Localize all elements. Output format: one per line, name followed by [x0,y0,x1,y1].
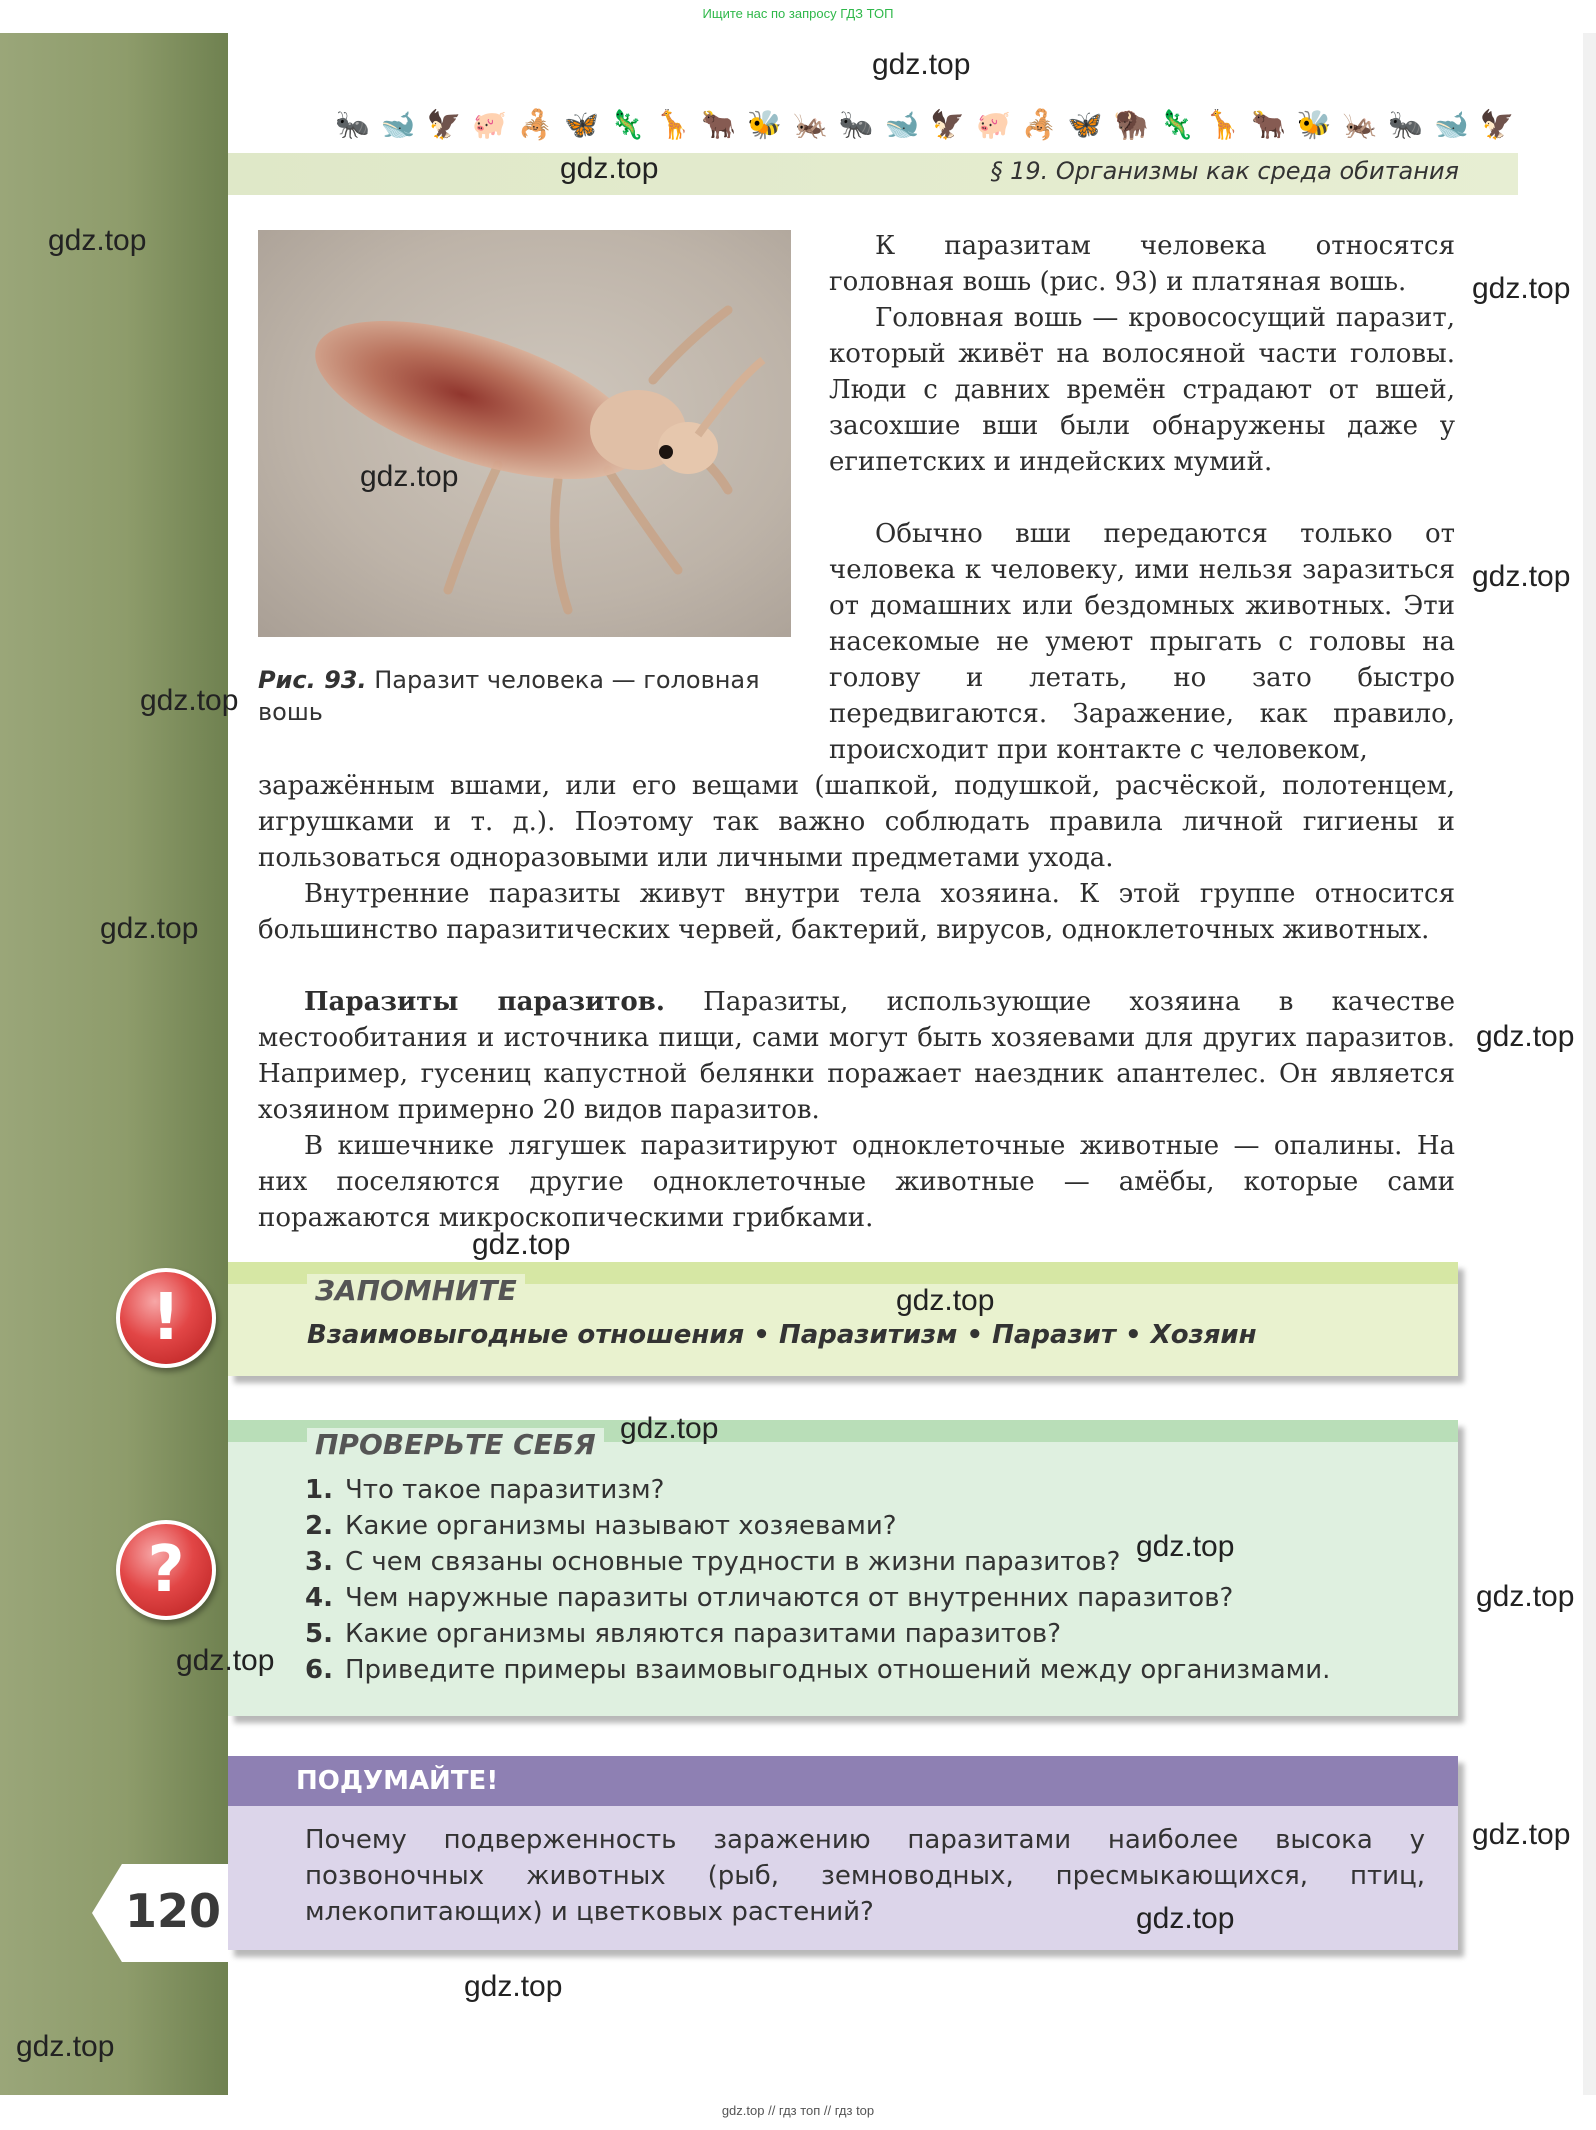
question-list [305,1472,1330,1688]
paragraph-text: Паразиты, использующие хозяина в качестве местообитания и источника пищи, сами могут быть хозяевами для других паразитов. Например, гусениц капустной белянки поражает наездник апантелес. Он является хозяином примерно 20 видов паразитов. [258,987,1455,1125]
question-number: 4. [305,1583,333,1613]
question-number: 1. [305,1475,333,1505]
bottom-note: gdz.top // гдз топ // гдз top [721,2103,875,2118]
figure-caption [258,664,798,728]
question-text: Приведите примеры взаимовыгодных отношений между организмами. [345,1655,1331,1685]
watermark: gdz.top [100,912,199,945]
watermark: gdz.top [16,2030,115,2063]
animal-icon: 🐂 [1250,107,1286,141]
paragraph: Головная вошь — кровососущий паразит, который живёт на волосяной части головы. Люди с давних времён страдают от вшей, засохшие вши были обнаружены даже у египетских и индейских мумий. [829,303,1455,477]
question-item [305,1472,1330,1508]
question-number: 5. [305,1619,333,1649]
animal-icon: 🐖 [976,107,1012,141]
animal-icon: 🐖 [472,107,508,141]
animal-icon: 🦅 [930,107,966,141]
watermark: gdz.top [1136,1530,1235,1563]
watermark: gdz.top [360,460,459,493]
watermark: gdz.top [1476,1020,1575,1053]
think-question: Почему подверженность заражению паразитами наиболее высока у позвоночных животных (рыб, земноводных, пресмыкающихся, птиц, млекопитающих) и цветковых растений? [305,1825,1425,1927]
question-text: Чем наружные паразиты отличаются от внутренних паразитов? [345,1583,1234,1613]
question-number: 3. [305,1547,333,1577]
animal-icon: 🐝 [1296,107,1332,141]
louse-photo [258,230,791,637]
remember-terms: Взаимовыгодные отношения • Паразитизм • Паразит • Хозяин [307,1320,1257,1350]
animal-icon: 🦎 [1159,107,1195,141]
animal-icon: 🐋 [380,107,416,141]
question-number: 6. [305,1655,333,1685]
animal-icon: 🐝 [747,107,783,141]
animal-icon: 🦋 [563,107,599,141]
paragraph: В кишечнике лягушек паразитируют одноклеточные животные — опалины. На них поселяются другие одноклеточные животные — амёбы, которые сами поражаются микроскопическими грибками. [258,1131,1455,1233]
animal-icon: 🐜 [1388,107,1424,141]
watermark: gdz.top [620,1412,719,1445]
animal-icon: 🦒 [655,107,691,141]
left-sidebar [0,33,228,2095]
top-note: Ищите нас по запросу ГДЗ ТОП [702,6,894,21]
paragraph: заражённым вшами, или его вещами (шапкой, подушкой, расчёской, полотенцем, игрушками и т. д.). Поэтому так важно соблюдать правила личной гигиены и пользоваться одноразовыми или личными предметами ухода. [258,771,1455,873]
animal-icon: 🦗 [1342,107,1378,141]
paragraph: Внутренние паразиты живут внутри тела хозяина. К этой группе относится большинство паразитических червей, бактерий, вирусов, одноклеточных животных. [258,879,1455,945]
paragraph: К паразитам человека относятся головная вошь (рис. 93) и платяная вошь. [829,231,1455,297]
animal-icon: 🦎 [609,107,645,141]
watermark: gdz.top [1472,560,1571,593]
louse-illustration [258,230,791,637]
question-item [305,1616,1330,1652]
animal-icon: 🦋 [1067,107,1103,141]
paragraph-heading: Паразиты паразитов. [304,987,665,1017]
watermark: gdz.top [1136,1902,1235,1935]
animal-icon: 🐜 [838,107,874,141]
paragraph [258,984,1455,1128]
watermark: gdz.top [872,48,971,81]
question-item [305,1652,1330,1688]
animal-icon: 🐋 [1434,107,1469,141]
question-text: Какие организмы являются паразитами паразитов? [345,1619,1062,1649]
watermark: gdz.top [472,1228,571,1261]
watermark: gdz.top [560,152,659,185]
animal-frieze [335,106,1515,142]
exclamation-icon: ! [116,1268,216,1368]
watermark: gdz.top [1472,1818,1571,1851]
animal-icon: 🐜 [335,107,370,141]
section-title: § 19. Организмы как среда обитания [990,157,1459,185]
question-number: 2. [305,1511,333,1541]
question-text: С чем связаны основные трудности в жизни паразитов? [345,1547,1121,1577]
right-edge [1583,33,1596,2095]
watermark: gdz.top [896,1284,995,1317]
figure-caption-text: Паразит человека — головная вошь [258,666,760,726]
check-yourself-title: ПРОВЕРЬТЕ СЕБЯ [307,1428,604,1461]
animal-icon: 🦂 [518,107,554,141]
animal-icon: 🐂 [701,107,737,141]
think-title: ПОДУМАЙТЕ! [296,1766,499,1796]
animal-icon: 🦬 [1113,107,1149,141]
watermark: gdz.top [48,224,147,257]
remember-title: ЗАПОМНИТЕ [307,1274,525,1307]
animal-icon: 🦗 [792,107,828,141]
watermark: gdz.top [176,1644,275,1677]
animal-icon: 🦅 [426,107,462,141]
animal-icon: 🦂 [1021,107,1057,141]
animal-icon: 🦒 [1205,107,1241,141]
watermark: gdz.top [140,684,239,717]
page-number: 120 [124,1884,222,1938]
question-mark-icon: ? [116,1520,216,1620]
watermark: gdz.top [1472,272,1571,305]
animal-icon: 🐋 [884,107,920,141]
question-text: Какие организмы называют хозяевами? [345,1511,897,1541]
watermark: gdz.top [1476,1580,1575,1613]
question-item [305,1580,1330,1616]
question-text: Что такое паразитизм? [345,1475,665,1505]
figure-label: Рис. 93. [258,666,367,694]
animal-icon: 🦅 [1479,107,1515,141]
paragraph: Обычно вши передаются только от человека к человеку, ими нельзя заразиться от домашних или бездомных животных. Эти насекомые не умеют прыгать с головы на голову и летать, но зато быстро передвигаются. Заражение, как правило, происходит при контакте с человеком, [829,519,1455,765]
watermark: gdz.top [464,1970,563,2003]
